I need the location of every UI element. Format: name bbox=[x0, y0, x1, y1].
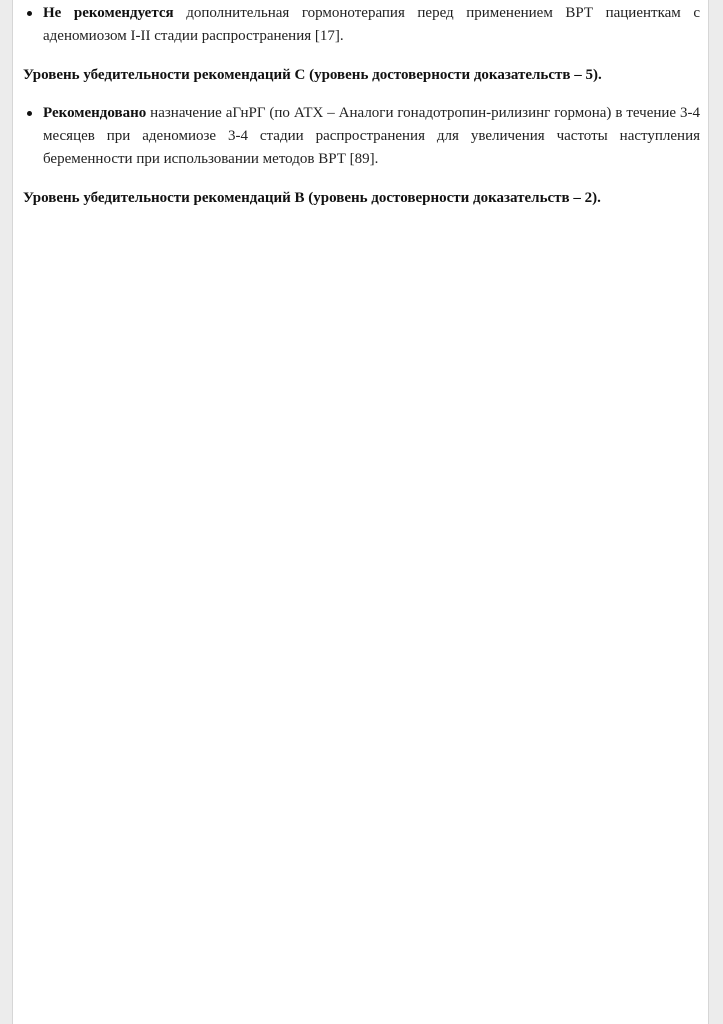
document-page bbox=[12, 0, 709, 1024]
evidence-level: Уровень убедительности рекомендаций C (уровень достоверности доказательств – 5). bbox=[23, 67, 602, 83]
bullet-icon bbox=[27, 11, 32, 16]
recommendation-item bbox=[23, 2, 700, 48]
bullet-icon bbox=[27, 111, 32, 116]
recommendation-item bbox=[23, 102, 700, 171]
recommendation-text: дополнительная гормонотерапия перед применением ВРТ пациенткам с аденомиозом I-II стадии распространения [17]. bbox=[43, 5, 700, 44]
evidence-level: Уровень убедительности рекомендаций B (уровень достоверности доказательств – 2). bbox=[23, 190, 601, 206]
recommendation-keyword: Не рекомендуется bbox=[43, 5, 174, 21]
document-content bbox=[23, 0, 700, 210]
recommendation-text: назначение аГнРГ (по АТХ – Аналоги гонадотропин-рилизинг гормона) в течение 3-4 месяцев при аденомиозе 3-4 стадии распространения для увеличения частоты наступления беременности при использовании методов ВРТ [89]. bbox=[43, 105, 700, 167]
recommendation-keyword: Рекомендовано bbox=[43, 105, 147, 121]
